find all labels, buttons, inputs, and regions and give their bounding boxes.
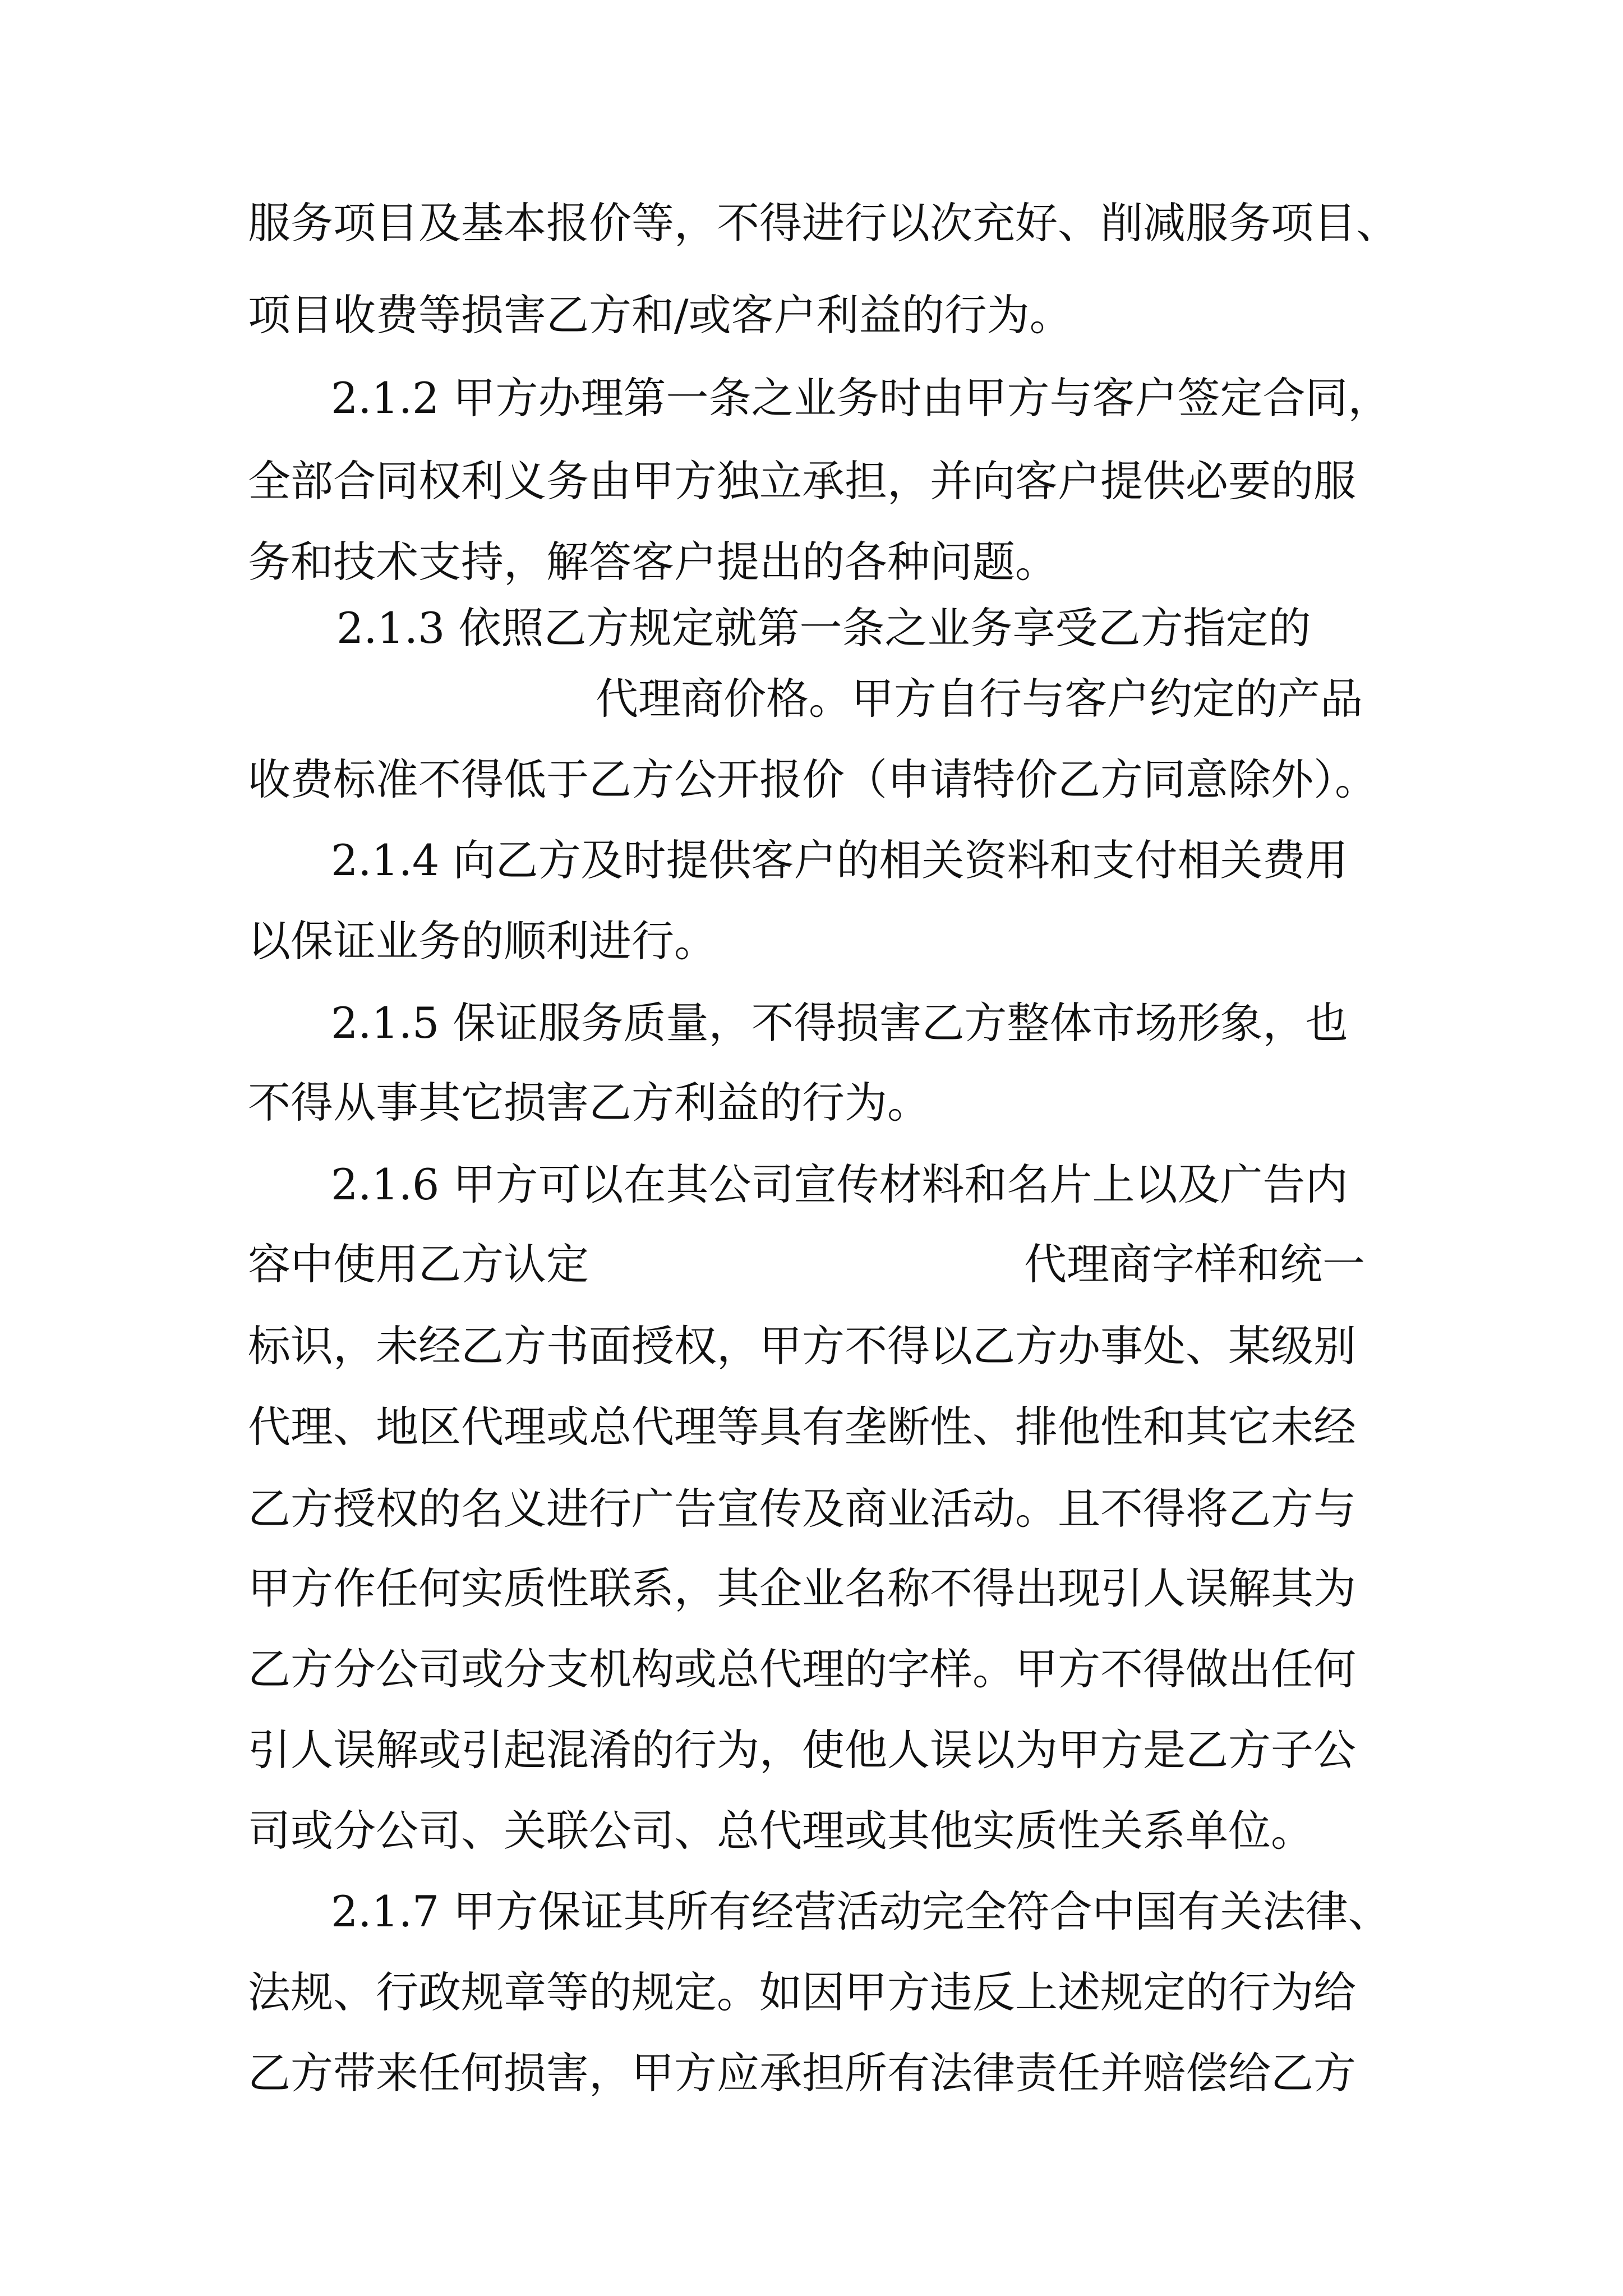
text-line: 甲方作任何实质性联系，其企业名称不得出现引人误解其为 — [248, 1563, 1356, 1613]
text-line: 司或分公司、关联公司、总代理或其他实质性关系单位。 — [248, 1806, 1313, 1856]
text-line: 乙方授权的名义进行广告宣传及商业活动。且不得将乙方与 — [248, 1484, 1356, 1534]
text-line: 乙方带来任何损害，甲方应承担所有法律责任并赔偿给乙方 — [248, 2048, 1356, 2098]
clause-2-1-3: 2.1.3 依照乙方规定就第一条之业务享受乙方指定的 — [336, 603, 1311, 653]
text-line: 收费标准不得低于乙方公开报价（申请特价乙方同意除外）。 — [248, 754, 1377, 804]
text-line: 代理商价格。甲方自行与客户约定的产品 — [596, 674, 1363, 724]
text-line: 代理商字样和统一 — [1024, 1239, 1365, 1289]
text-line: 标识，未经乙方书面授权，甲方不得以乙方办事处、某级别 — [248, 1321, 1356, 1371]
text-line: 项目收费等损害乙方和/或客户利益的行为。 — [248, 290, 1072, 340]
clause-2-1-6: 2.1.6 甲方可以在其公司宣传材料和名片上以及广告内 — [331, 1159, 1348, 1209]
text-line: 乙方分公司或分支机构或总代理的字样。甲方不得做出任何 — [248, 1644, 1356, 1694]
text-line: 全部合同权利义务由甲方独立承担，并向客户提供必要的服 — [248, 456, 1356, 506]
clause-2-1-5: 2.1.5 保证服务质量，不得损害乙方整体市场形象，也 — [331, 998, 1348, 1048]
clause-2-1-4: 2.1.4 向乙方及时提供客户的相关资料和支付相关费用 — [331, 835, 1348, 885]
clause-2-1-2: 2.1.2 甲方办理第一条之业务时由甲方与客户签定合同， — [331, 373, 1391, 423]
text-line: 代理、地区代理或总代理等具有垄断性、排他性和其它未经 — [248, 1402, 1356, 1452]
text-line: 以保证业务的顺利进行。 — [248, 916, 717, 966]
text-line: 法规、行政规章等的规定。如因甲方违反上述规定的行为给 — [248, 1967, 1356, 2017]
text-line: 服务项目及基本报价等，不得进行以次充好、削减服务项目、 — [248, 198, 1399, 248]
clause-2-1-7: 2.1.7 甲方保证其所有经营活动完全符合中国有关法律、 — [331, 1887, 1391, 1936]
text-line: 引人误解或引起混淆的行为，使他人误以为甲方是乙方子公 — [248, 1725, 1356, 1775]
text-line: 不得从事其它损害乙方利益的行为。 — [248, 1078, 930, 1128]
text-line: 务和技术支持，解答客户提出的各种问题。 — [248, 537, 1058, 587]
text-line: 容中使用乙方认定 — [248, 1239, 589, 1289]
